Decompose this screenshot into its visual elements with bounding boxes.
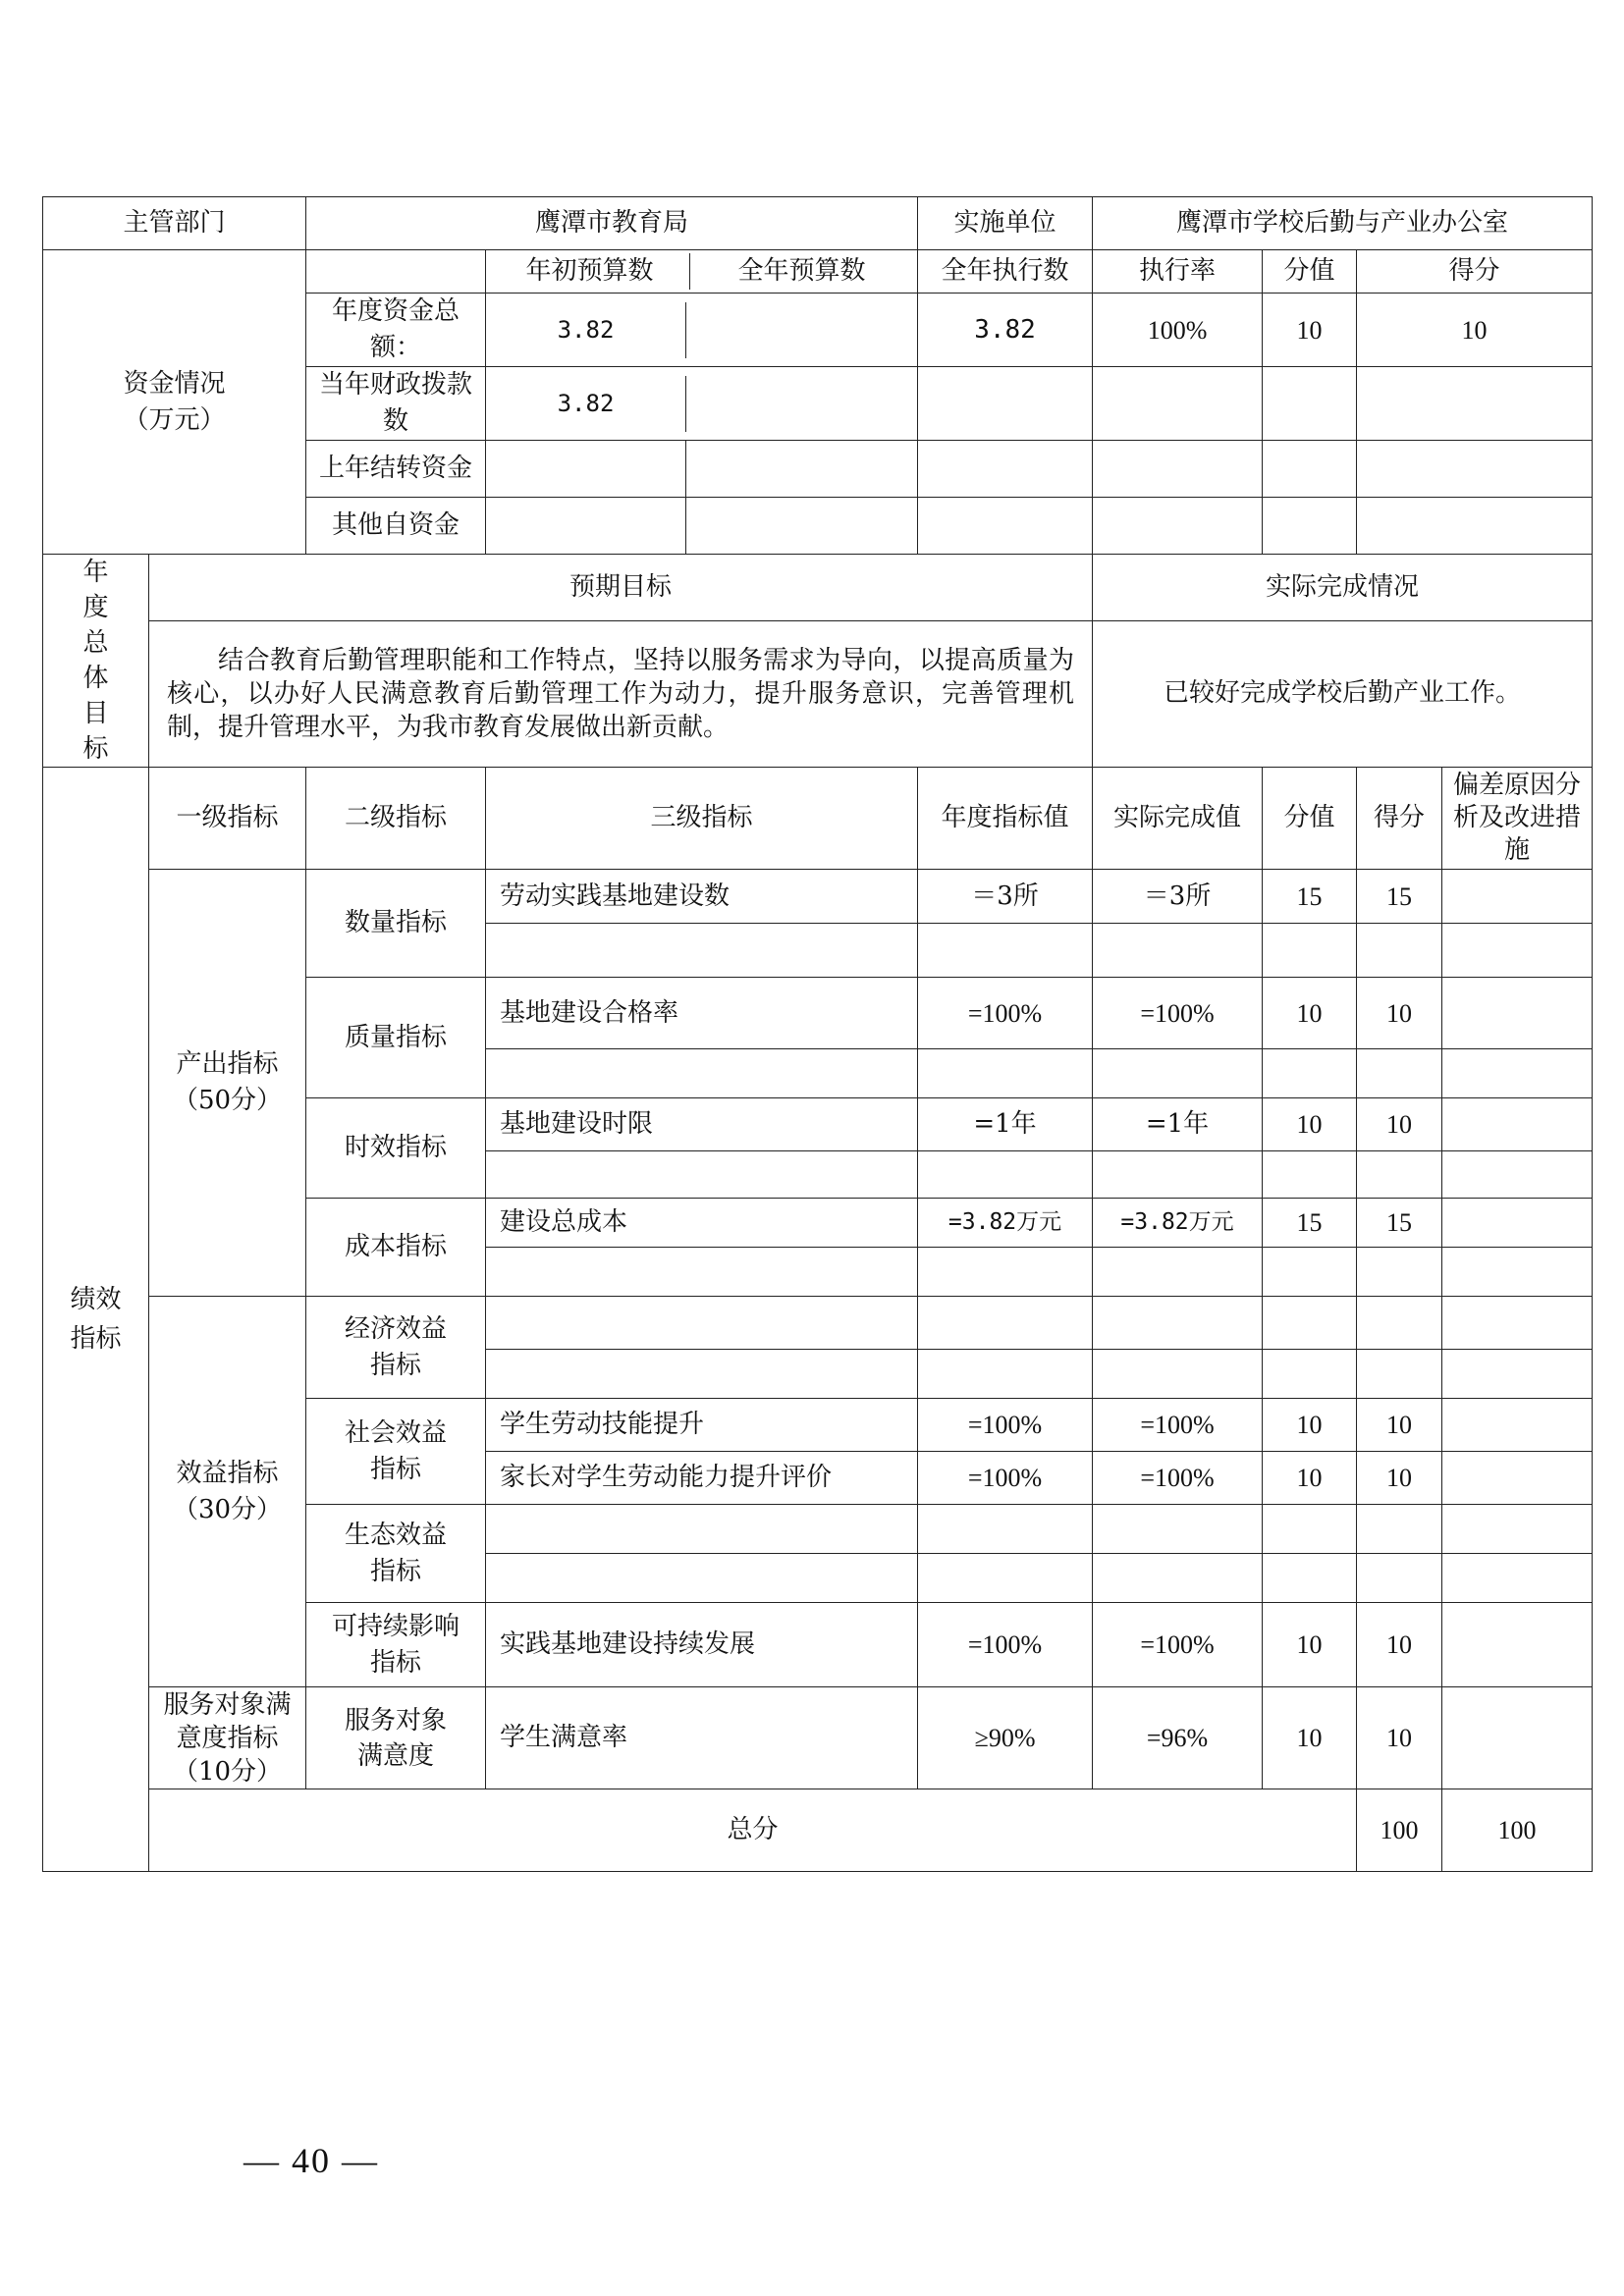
goals-header-row [43, 555, 1593, 621]
satisfaction-label: 服务对象满意度指标（10分） [149, 1687, 306, 1789]
funds-row-values [486, 367, 918, 441]
satisfaction-points: 10 [1263, 1687, 1357, 1789]
funds-score: 10 [1357, 294, 1593, 367]
funds-annual [686, 376, 917, 432]
funds-executed [918, 441, 1093, 498]
funds-label [43, 250, 306, 555]
total-row [43, 1789, 1593, 1872]
timeliness-label: 时效指标 [306, 1098, 486, 1199]
quality-points: 10 [1263, 978, 1357, 1049]
quality-label: 质量指标 [306, 978, 486, 1098]
sustainable-actual: =100% [1093, 1603, 1263, 1687]
perf-header-target: 年度指标值 [918, 768, 1093, 870]
social-item: 家长对学生劳动能力提升评价 [486, 1452, 918, 1505]
sustainable-points: 10 [1263, 1603, 1357, 1687]
timeliness-item: 基地建设时限 [486, 1098, 918, 1151]
funds-col-initial-label: 年初预算数 [490, 253, 690, 290]
social-target: =100% [918, 1452, 1093, 1505]
timeliness-target: =1年 [918, 1098, 1093, 1151]
satisfaction-deviation [1442, 1687, 1593, 1789]
goals-label: 年度总体目标 [43, 555, 149, 768]
cost-score: 15 [1357, 1199, 1442, 1248]
funds-score [1357, 498, 1593, 555]
social-actual: =100% [1093, 1399, 1263, 1452]
satisfaction-actual: =96% [1093, 1687, 1263, 1789]
cost-item: 建设总成本 [486, 1199, 918, 1248]
header-row [43, 197, 1593, 250]
funds-row-label: 上年结转资金 [306, 441, 486, 498]
quantity-deviation [1442, 870, 1593, 924]
goals-expected-text: 结合教育后勤管理职能和工作特点，坚持以服务需求为导向，以提高质量为核心，以办好人民满意教育后勤管理工作为动力，提升服务意识，完善管理机制，提升管理水平，为我市教育发展做出新贡献。 [149, 620, 1093, 767]
funds-initial: 3.82 [486, 302, 686, 358]
social-points: 10 [1263, 1399, 1357, 1452]
quantity-score: 15 [1357, 870, 1442, 924]
cost-target: =3.82万元 [918, 1199, 1093, 1248]
cost-actual: =3.82万元 [1093, 1199, 1263, 1248]
quality-target: =100% [918, 978, 1093, 1049]
social-points: 10 [1263, 1452, 1357, 1505]
cost-points: 15 [1263, 1199, 1357, 1248]
social-score: 10 [1357, 1399, 1442, 1452]
quality-deviation [1442, 978, 1593, 1049]
quantity-points: 15 [1263, 870, 1357, 924]
funds-annual [686, 302, 917, 358]
funds-col-initial [486, 250, 918, 294]
funds-rate [1093, 441, 1263, 498]
performance-evaluation-table [42, 196, 1593, 1872]
perf-header-level2: 二级指标 [306, 768, 486, 870]
total-label: 总分 [149, 1789, 1357, 1872]
total-points: 100 [1357, 1789, 1442, 1872]
perf-label: 绩效指标 [43, 768, 149, 1872]
perf-header-actual: 实际完成值 [1093, 768, 1263, 870]
funds-rate: 100% [1093, 294, 1263, 367]
funds-points [1263, 441, 1357, 498]
funds-points [1263, 367, 1357, 441]
funds-points: 10 [1263, 294, 1357, 367]
quality-actual: =100% [1093, 978, 1263, 1049]
perf-header-level3: 三级指标 [486, 768, 918, 870]
dept-label: 主管部门 [43, 197, 306, 250]
funds-label-line1: 资金情况 [123, 368, 226, 399]
funds-row-values [486, 498, 918, 555]
social-target: =100% [918, 1399, 1093, 1452]
goals-content-row [43, 620, 1593, 767]
unit-label: 实施单位 [918, 197, 1093, 250]
benefit-label: 效益指标（30分） [149, 1297, 306, 1687]
funds-blank-header [306, 250, 486, 294]
perf-row [43, 870, 1593, 924]
goals-actual-text: 已较好完成学校后勤产业工作。 [1093, 620, 1593, 767]
total-score: 100 [1442, 1789, 1593, 1872]
satisfaction-target: ≥90% [918, 1687, 1093, 1789]
quantity-item: 劳动实践基地建设数 [486, 870, 918, 924]
social-actual: =100% [1093, 1452, 1263, 1505]
funds-col-executed: 全年执行数 [918, 250, 1093, 294]
social-score: 10 [1357, 1452, 1442, 1505]
dept-value: 鹰潭市教育局 [306, 197, 918, 250]
social-deviation [1442, 1399, 1593, 1452]
funds-col-score: 得分 [1357, 250, 1593, 294]
funds-points [1263, 498, 1357, 555]
funds-label-line2: （万元） [123, 404, 226, 435]
perf-row [43, 1687, 1593, 1789]
quantity-actual: ＝3所 [1093, 870, 1263, 924]
funds-row-label: 其他自资金 [306, 498, 486, 555]
perf-header-score: 得分 [1357, 768, 1442, 870]
quality-score: 10 [1357, 978, 1442, 1049]
sustainable-score: 10 [1357, 1603, 1442, 1687]
sustainable-label: 可持续影响指标 [306, 1603, 486, 1687]
funds-score [1357, 441, 1593, 498]
funds-annual [686, 441, 917, 497]
perf-header-deviation: 偏差原因分析及改进措施 [1442, 768, 1593, 870]
perf-row [43, 1297, 1593, 1350]
funds-executed: 3.82 [918, 294, 1093, 367]
sustainable-item: 实践基地建设持续发展 [486, 1603, 918, 1687]
goals-actual-label: 实际完成情况 [1093, 555, 1593, 621]
perf-header-level1: 一级指标 [149, 768, 306, 870]
funds-initial [486, 441, 686, 497]
economic-label: 经济效益指标 [306, 1297, 486, 1399]
funds-header-row [43, 250, 1593, 294]
social-label: 社会效益指标 [306, 1399, 486, 1505]
funds-executed [918, 498, 1093, 555]
quality-item: 基地建设合格率 [486, 978, 918, 1049]
funds-score [1357, 367, 1593, 441]
satisfaction-item: 学生满意率 [486, 1687, 918, 1789]
cost-label: 成本指标 [306, 1199, 486, 1297]
timeliness-points: 10 [1263, 1098, 1357, 1151]
funds-rate [1093, 498, 1263, 555]
funds-annual [686, 498, 917, 554]
funds-rate [1093, 367, 1263, 441]
satisfaction-score: 10 [1357, 1687, 1442, 1789]
funds-col-points: 分值 [1263, 250, 1357, 294]
unit-value: 鹰潭市学校后勤与产业办公室 [1093, 197, 1593, 250]
ecological-label: 生态效益指标 [306, 1505, 486, 1603]
sustainable-target: =100% [918, 1603, 1093, 1687]
page-number: — 40 — [244, 2141, 379, 2180]
funds-row-values [486, 441, 918, 498]
funds-row-label: 当年财政拨款数 [306, 367, 486, 441]
funds-col-rate: 执行率 [1093, 250, 1263, 294]
timeliness-actual: =1年 [1093, 1098, 1263, 1151]
funds-row-label: 年度资金总额： [306, 294, 486, 367]
cost-deviation [1442, 1199, 1593, 1248]
social-deviation [1442, 1452, 1593, 1505]
sustainable-deviation [1442, 1603, 1593, 1687]
funds-col-annual-label: 全年预算数 [737, 256, 866, 286]
timeliness-deviation [1442, 1098, 1593, 1151]
funds-row-values [486, 294, 918, 367]
funds-initial: 3.82 [486, 376, 686, 432]
funds-executed [918, 367, 1093, 441]
social-item: 学生劳动技能提升 [486, 1399, 918, 1452]
goals-expected-label: 预期目标 [149, 555, 1093, 621]
funds-initial [486, 498, 686, 554]
timeliness-score: 10 [1357, 1098, 1442, 1151]
quantity-target: ＝3所 [918, 870, 1093, 924]
quantity-label: 数量指标 [306, 870, 486, 978]
perf-header-points: 分值 [1263, 768, 1357, 870]
perf-header-row [43, 768, 1593, 870]
output-label: 产出指标（50分） [149, 870, 306, 1297]
satisfaction-sub-label: 服务对象满意度 [306, 1687, 486, 1789]
